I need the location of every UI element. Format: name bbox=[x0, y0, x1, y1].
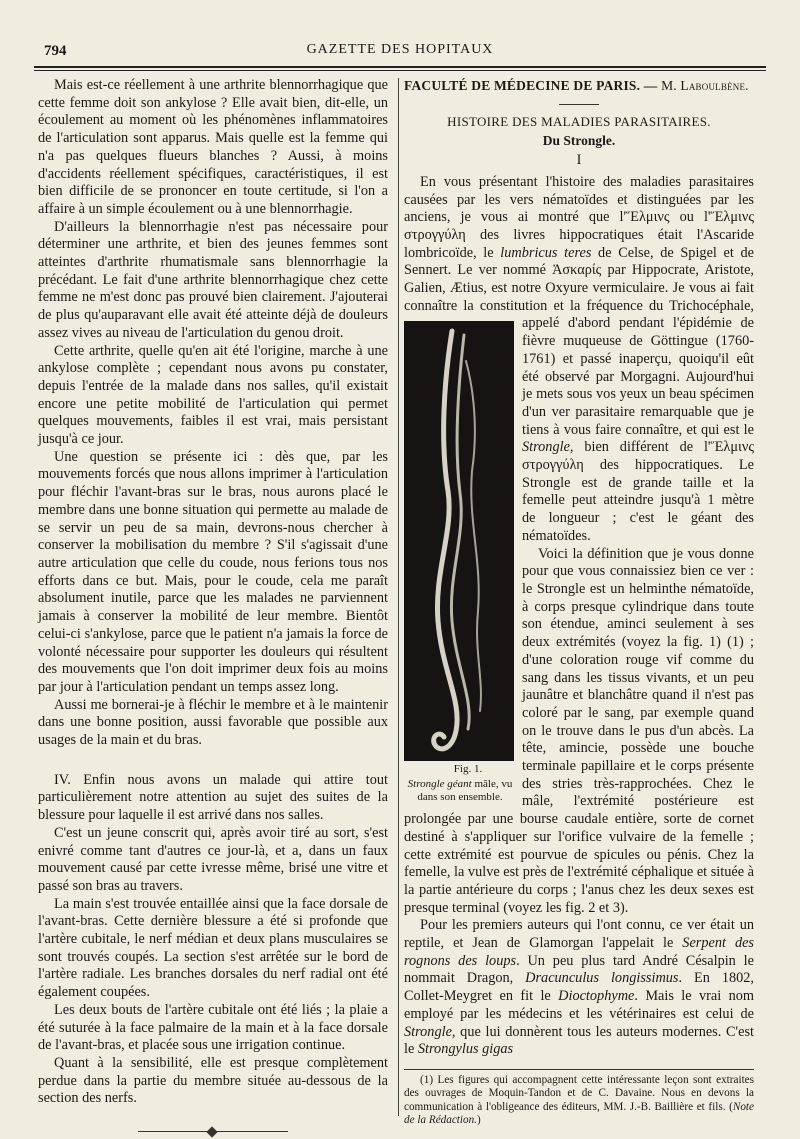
article-subtitle: Du Strongle. bbox=[542, 133, 616, 149]
paragraph: Voici la définition que je vous donne pour que vous connaissiez bien ce ver : le Strongle est un helminthe nématoïde, à corps presque cylindrique dans toute son étendue, aminci seulement à ses deux extrémités (voyez la fig. 1) (1) ; d'une coloration rouge vif comme du sang dans les tissus vivants, et un peu jaunâtre et blanchâtre quand il n'est pas coloré par le sang, par exemple quand on le trouve dans le pus d'un abcès. La tête, amincie, possède une bouche terminale papillaire et le corps présente des stries très-rapprochées. Chez le mâle, l'extrémité postérieure est prolongée par une bourse caudale entière, sorte de cornet destiné à s'appliquer sur l'orifice vulvaire de la femelle ; cette extrémité est pourvue de spicules ou pénis. Chez la femelle, la vulve est près de l'extrémité céphalique et située à la partie antérieure du corps ; l'anus chez les deux sexes est presque terminal (voyez les fig. 2 et 3). bbox=[404, 545, 754, 916]
paragraph: En vous présentant l'histoire des maladies parasitaires causées par les vers nématoïdes et distinguées par les anciens, je vous ai montré que l'Ἕλμινς ou l'Ἕλμινς στρογγύλη des livres hippocratiques était l'Ascaride lombricoïde, le lumbricus teres de Celse, de Spigel et de Sennert. Le ver nommé Ἀσκαρίς par Hippocrate, Aristote, Galien, Ætius, est notre Oxyure vermiculaire. Je vous ai fait connaître la constitution et la fréquence du Trichocéphale, appelé d'abord Fig. 1. Strongle géant mâle, vu dans son ensemble. pendant l'épidémie de fièvre muqueuse de Göttingue (1760-1761) et passé inaperçu, quoiqu'il eût été observé par Morgagni. Aujourd'hui je mets sous vos yeux un beau spécimen d'un ver parasitaire remarquable que je tiens à vous faire connaître, et qui est le Strongle, bien différent de l'Ἕλμινς στρογγύλη des hippocratiques. Le Strongle est de grande taille et la femelle peut atteindre jusqu'à 1 mètre de longueur ; c'est le géant des nématoïdes. bbox=[404, 173, 755, 804]
figure-strongle-illustration bbox=[404, 321, 514, 761]
left-column bbox=[38, 77, 388, 1136]
right-column bbox=[404, 77, 754, 1128]
paragraph: Quant à la sensibilité, elle est presque complètement perdue dans la partie du membre située au-dessous de la section des nerfs. bbox=[38, 1054, 388, 1107]
header-rule-thick bbox=[34, 66, 766, 68]
footnote-rule bbox=[404, 1069, 754, 1070]
paragraph: D'ailleurs la blennorrhagie n'est pas nécessaire pour déterminer une arthrite, et bien des jeunes femmes sont atteintes d'arthrite rhumatismale sans blennorrhagie la précédant. Le fait d'une arthrite blennorrhagique chez cette femme ne m'est donc pas prouvé bien clairement. J'ajouterai de plus qu'auparavant elle avait été atteinte déjà de douleurs assez vives au niveau de l'articulation du genou droit. bbox=[38, 218, 388, 341]
short-rule bbox=[559, 104, 599, 105]
page-header bbox=[34, 40, 766, 64]
page-number: 794 bbox=[44, 43, 67, 59]
footnote: (1) Les figures qui accompagnent cette intéressante leçon sont extraites des ouvrages de Moquin-Tandon et de C. Davaine. Nous en devons la communication à l'obligeance des éditeurs, MM. J.-B. Baillière et fils. (Note de la Rédaction.) bbox=[404, 1073, 754, 1127]
roman-numeral: I bbox=[576, 152, 582, 169]
column-divider bbox=[398, 78, 399, 1116]
paragraph: Une question se présente ici : dès que, par les mouvements forcés que nous allons imprimer à l'articulation pour fléchir l'avant-bras sur le bras, nous aurons placé le membre dans une bonne situation qui permette au malade de se servir un peu de sa main, devrons-nous chercher à conserver la mobilisation du membre ? S'il s'agissait d'une autre articulation que celle du coude, nous ferions tous nos efforts dans ce but. Mais, pour le coude, cela me paraît absolument inutile, parce que les malades ne parviennent jamais à conserver la mobilité de leur membre. Bientôt celui-ci s'ankylose, parce que le patient n'a jamais la force de volonté nécessaire pour supporter les douleurs qui résultent des mouvements que l'on doit imprimer deux fois au moins par jour à l'articulation pendant un temps assez long. bbox=[38, 448, 388, 695]
figure-caption: Fig. 1. Strongle géant mâle, vu dans son ensemble. bbox=[404, 763, 516, 804]
faculty-heading: FACULTÉ DE MÉDECINE DE PARIS. — M. Laboulbène. bbox=[404, 78, 749, 93]
end-ornament-rule bbox=[138, 1128, 288, 1136]
paragraph: Aussi me bornerai-je à fléchir le membre et à le maintenir dans une bonne position, aussi favorable que possible aux usages de la main et du bras. bbox=[38, 696, 388, 749]
paragraph-section-iv: IV. Enfin nous avons un malade qui attire tout particulièrement notre attention au sujet des suites de la blessure pour laquelle il est arrivé dans nos salles. bbox=[38, 771, 388, 824]
paragraph: Mais est-ce réellement à une arthrite blennorrhagique que cette femme doit son ankylose ? Elle avait bien, dit-elle, un écoulement au moment où les phénomènes inflammatoires de l'articulation sont apparus. Mais quelle est la femme qui n'a pas quelques flueurs blanches ? Aussi, à moins d'accidents réellement spécifiques, caractéristiques, il est bien difficile de se prononcer en toute certitude, si l'on a affaire à un simple écoulement ou à une blennorrhagie. bbox=[38, 77, 388, 217]
paragraph: Pour les premiers auteurs qui l'ont connu, ce ver était un reptile, et Jean de Glamorgan l'appelait le Serpent des rognons des loups. Un peu plus tard André Césalpin le nommait Dragon, Dracunculus longissimus. En 1802, Collet-Meygret en fit le Dioctophyme. Mais le vrai nom employé par les médecins et les vétérinaires est celui de Strongle, que lui donnèrent tous les auteurs modernes. C'est le Strongylus gigas bbox=[404, 917, 754, 1058]
professor-name: M. Laboulbène. bbox=[661, 78, 749, 93]
paragraph: Cette arthrite, quelle qu'en ait été l'origine, marche à une ankylose complète ; cependant nous avons pu constater, depuis l'entrée de la malade dans nos salles, qu'il existait encore une petite mobilité de l'articulation qui permet quelques mouvements, faibles il est vrai, mais persistant jusqu'à ce jour. bbox=[38, 342, 388, 448]
section-title: HISTOIRE DES MALADIES PARASITAIRES. bbox=[447, 113, 711, 129]
paragraph: C'est un jeune conscrit qui, après avoir tiré au sort, s'est enivré comme tant d'autres ce jour-là, et a, dans un faux mouvement causé par cette ivresse même, brisé une vitre et passé son bras au travers. bbox=[38, 824, 388, 894]
header-rule-thin bbox=[34, 70, 766, 71]
figure-label: Fig. 1. bbox=[453, 763, 483, 776]
journal-title: GAZETTE DES HOPITAUX bbox=[306, 42, 494, 57]
paragraph: Les deux bouts de l'artère cubitale ont été liés ; la plaie a été suturée à la face palmaire de la main et à la face dorsale de l'avant-bras, et placée sous une irrigation continue. bbox=[38, 1001, 388, 1054]
paragraph: La main s'est trouvée entaillée ainsi que la face dorsale de l'avant-bras. Cette dernière blessure a été si profonde que l'artère cubitale, le nerf médian et deux plans musculaires se sont trouvés coupés. La section s'est arrêtée sur le bord de l'artère radiale. Les branches dorsales du nerf radial ont été également coupées. bbox=[38, 895, 388, 1001]
